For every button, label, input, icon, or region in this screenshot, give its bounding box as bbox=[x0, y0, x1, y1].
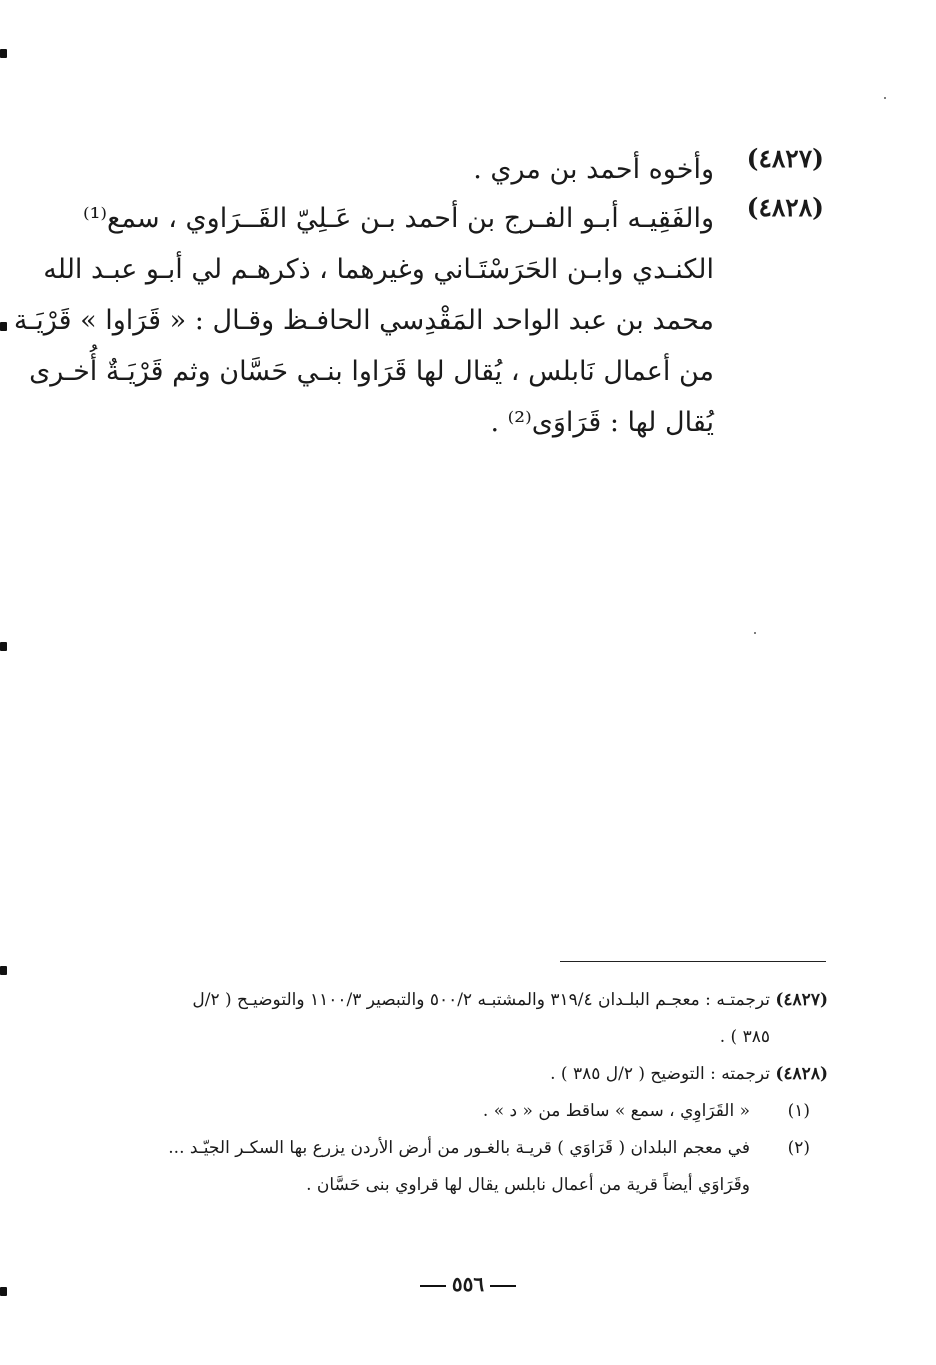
footnote-line: في معجم البلدان ( قَرَاوَي ) قريـة بالغـور من أرض الأردن يزرع بها السكـر الجيّـد ... bbox=[168, 1138, 750, 1158]
entry-line: محمد بن عبد الواحد المَقْدِسي الحافـظ وقـال : « قَرَاوا » قَرْيَـة bbox=[13, 305, 714, 336]
footnote-line: ترجمته : التوضيح ( ٢/ل ٣٨٥ ) . bbox=[550, 1064, 770, 1084]
footnote-text bbox=[80, 1130, 750, 1204]
entry-line: والفَقِيـه أبـو الفـرج بن أحمد بـن عَـلِيّ القَــرَاوي ، سمع⁽¹⁾ bbox=[82, 203, 714, 234]
footnote-number: (٤٨٢٧) bbox=[775, 990, 828, 1010]
entry-line: من أعمال نَابلس ، يُقال لها قَرَاوا بنـي حَسَّان وثم قَرْيَـةٌ أُخـرى bbox=[29, 356, 714, 387]
scan-speck bbox=[754, 632, 756, 634]
footnote-4828 bbox=[80, 1056, 828, 1093]
footnote-text bbox=[80, 1056, 770, 1093]
footnote-4827 bbox=[80, 982, 828, 1056]
entry-text bbox=[13, 193, 714, 448]
entry-text bbox=[139, 144, 714, 195]
binding-mark bbox=[0, 642, 7, 651]
page-number-value: ٥٥٦ bbox=[451, 1272, 485, 1296]
binding-mark bbox=[0, 49, 7, 58]
footnote-number: (١) bbox=[787, 1101, 810, 1121]
entry-4828 bbox=[13, 193, 824, 453]
footnote-number: (٢) bbox=[787, 1138, 810, 1158]
footnote-line: ٣٨٥ ) . bbox=[719, 1027, 770, 1047]
footnote-line: وقَرَاوَي أيضاً قرية من أعمال نابلس يقال لها قراوي بنى حَسَّان . bbox=[306, 1175, 750, 1195]
entry-number: (٤٨٢٨) bbox=[746, 193, 824, 222]
footnote-separator bbox=[560, 961, 826, 962]
entry-line: يُقال لها : قَرَاوَى⁽²⁾ . bbox=[490, 407, 714, 438]
page-number-dash bbox=[490, 1285, 516, 1287]
entry-line: الكنـدي وابـن الحَرَسْتَـاني وغيرهما ، ذكرهـم لي أبـو عبـد الله bbox=[43, 254, 714, 285]
footnotes bbox=[80, 982, 828, 1204]
page-number bbox=[0, 1272, 936, 1296]
footnote-line: « القَرَاوِي ، سمع » ساقط من « د » . bbox=[482, 1101, 750, 1121]
footnote-line: ترجمتـه : معجـم البلـدان ٣١٩/٤ والمشتبـه ٥٠٠/٢ والتبصير ١١٠٠/٣ والتوضيـح ( ٢/ل bbox=[192, 990, 770, 1010]
footnote-text bbox=[80, 982, 770, 1056]
entry-line: وأخوه أحمد بن مري . bbox=[473, 154, 714, 185]
footnote-2 bbox=[80, 1130, 828, 1204]
entry-4827 bbox=[104, 144, 824, 196]
footnote-text bbox=[80, 1093, 750, 1130]
entry-number: (٤٨٢٧) bbox=[746, 144, 824, 173]
binding-mark bbox=[0, 966, 7, 975]
scan-speck bbox=[884, 97, 886, 99]
footnote-1 bbox=[80, 1093, 828, 1130]
footnote-number: (٤٨٢٨) bbox=[775, 1064, 828, 1084]
page-number-dash bbox=[420, 1285, 446, 1287]
binding-mark bbox=[0, 322, 7, 331]
